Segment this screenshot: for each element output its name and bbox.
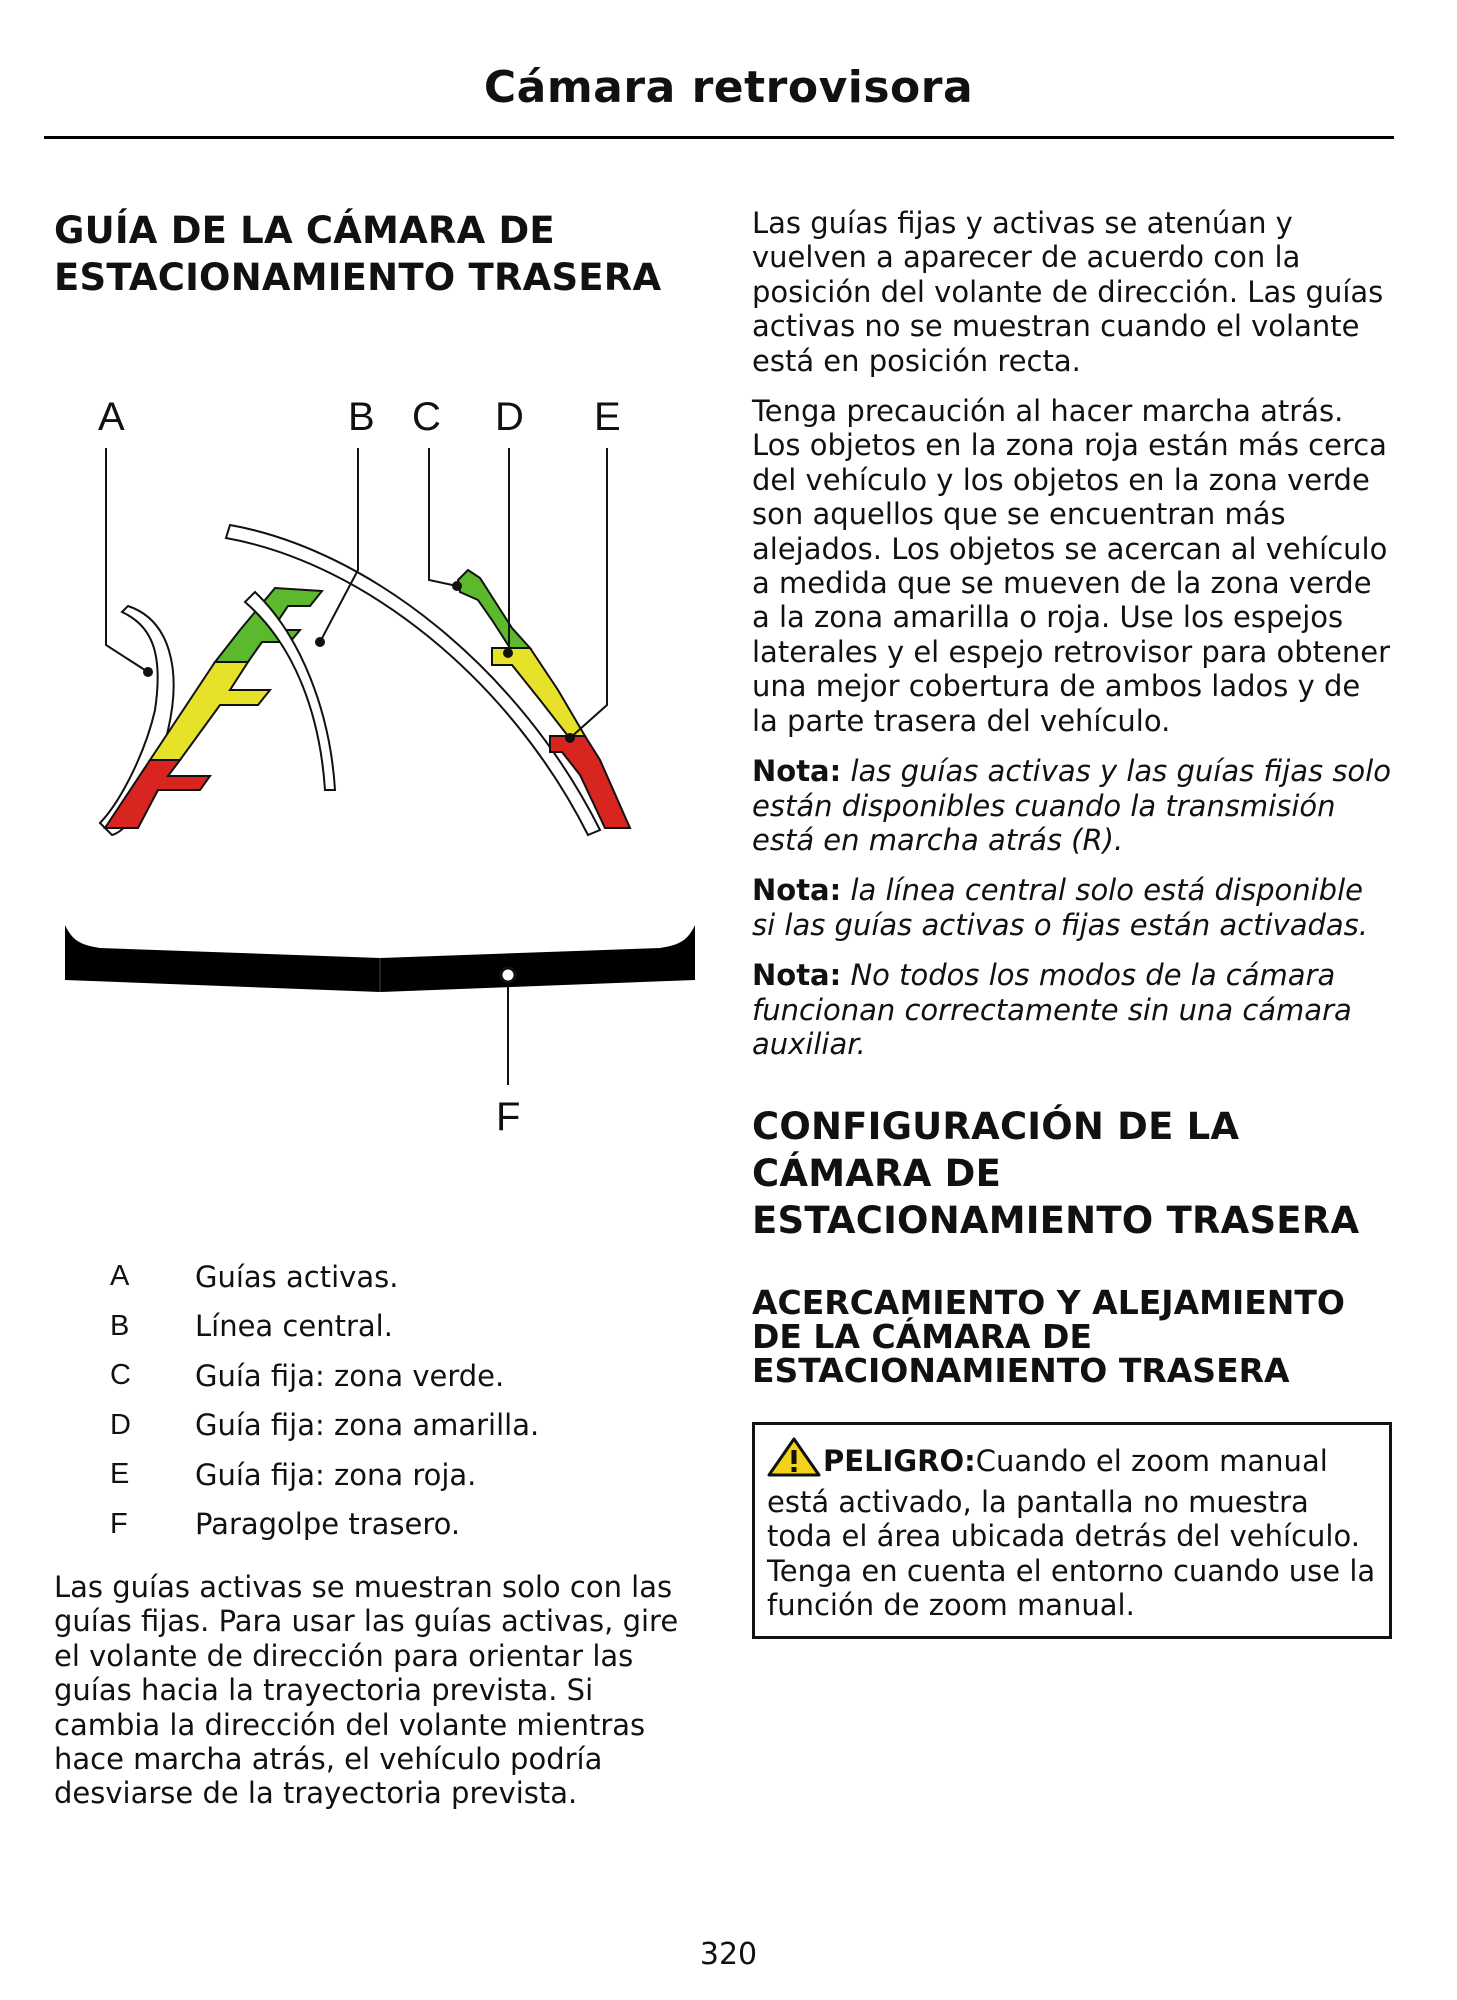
danger-text: Cuando el zoom manual está activado, la pantalla no muestra toda el área ubicada detrás del vehículo. Tenga en cuenta el entorno cuando use la función de zoom manual. [767,1444,1376,1622]
camera-guide-svg [40,380,720,1160]
active-guides-paragraph: Las guías activas se muestran solo con las guías fijas. Para usar las guías activas, gire el volante de dirección para orientar las guías hacia la trayectoria prevista. Si cambia la dirección del volante mientras hace marcha atrás, el vehículo podría desviarse de la trayectoria prevista. [54,1570,679,1811]
fixed-guide-right-green [458,570,530,648]
section-heading-rear-camera-guide [54,207,694,301]
note-label: Nota: [752,754,842,789]
dot-d [503,648,513,658]
header-divider [44,136,1394,139]
heading-line: CONFIGURACIÓN DE LA [752,1105,1240,1149]
dot-a [143,667,153,677]
legend-letter: F [110,1507,128,1540]
heading-line: CÁMARA DE [752,1152,1002,1196]
subheading-line: ACERCAMIENTO Y ALEJAMIENTO [752,1283,1345,1323]
right-column [752,206,1392,1639]
legend-text: Guía fija: zona roja. [195,1457,477,1492]
note-text: la línea central solo está disponible si las guías activas o fijas están activadas. [752,873,1369,942]
label-d: D [495,395,524,439]
legend-row [110,1252,670,1302]
note-text: No todos los modos de la cámara funcionan correctamente sin una cámara auxiliar. [752,958,1352,1061]
note-label: Nota: [752,873,842,908]
dot-c [452,581,462,591]
legend-text: Línea central. [195,1309,393,1344]
danger-callout [752,1422,1392,1639]
dot-f [501,968,515,982]
legend-text: Guía fija: zona verde. [195,1358,505,1393]
guides-fade-paragraph: Las guías fijas y activas se atenúan y vuelven a aparecer de acuerdo con la posición del volante de dirección. Las guías activas no se muestran cuando el volante está en posición recta. [752,206,1384,378]
danger-text-block [767,1437,1377,1622]
camera-guide-diagram [40,380,720,1160]
subheading-line: ESTACIONAMIENTO TRASERA [752,1351,1290,1391]
subheading-zoom [752,1283,1392,1391]
dot-b [315,637,325,647]
label-c: C [412,395,441,439]
section-heading-camera-settings [752,1103,1392,1244]
heading-line: ESTACIONAMIENTO TRASERA [54,256,662,299]
legend-text: Guías activas. [195,1259,399,1294]
note [752,754,1392,857]
caution-paragraph: Tenga precaución al hacer marcha atrás. Los objetos en la zona roja están más cerca del vehículo y los objetos en la zona verde son aquellos que se encuentran más alejados. Los objetos se acercan al vehículo a medida que se mueven de la zona verde a la zona amarilla o roja. Use los espejos laterales y el espejo retrovisor para obtener una mejor cobertura de ambos lados y de la parte trasera del vehículo. [752,394,1391,738]
label-e: E [594,395,621,439]
legend-row [110,1450,670,1500]
legend-letter: E [110,1458,130,1491]
heading-line: ESTACIONAMIENTO TRASERA [752,1199,1360,1243]
note-text: las guías activas y las guías fijas solo están disponibles cuando la transmisión está en marcha atrás (R). [752,754,1391,857]
note [752,958,1392,1061]
legend-letter: A [110,1260,130,1293]
page-number: 320 [699,1937,758,1972]
figure-legend [110,1252,670,1549]
legend-text: Paragolpe trasero. [195,1507,461,1542]
warning-triangle-icon [767,1437,821,1484]
label-f: F [496,1095,521,1139]
label-a: A [98,395,125,439]
legend-row [110,1500,670,1550]
legend-letter: B [110,1309,130,1342]
note-label: Nota: [752,958,842,993]
legend-letter: C [110,1359,131,1392]
heading-line: GUÍA DE LA CÁMARA DE [54,209,555,252]
subheading-line: DE LA CÁMARA DE [752,1317,1092,1357]
label-b: B [348,395,375,439]
legend-row [110,1302,670,1352]
legend-letter: D [110,1408,131,1441]
dot-e [565,733,575,743]
page-title: Cámara retrovisora [483,62,974,113]
legend-row [110,1351,670,1401]
note [752,873,1392,942]
legend-text: Guía fija: zona amarilla. [195,1408,540,1443]
danger-label: PELIGRO: [823,1444,976,1479]
legend-row [110,1401,670,1451]
